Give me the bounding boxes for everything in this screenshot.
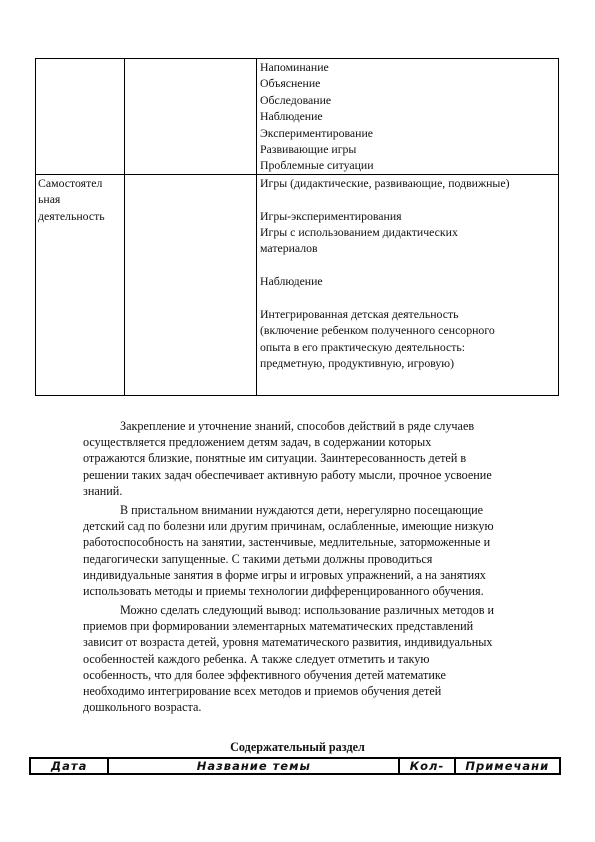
table-cell bbox=[125, 174, 257, 395]
paragraph-line: необходимо интегрирование всех методов и приемов обучения детей bbox=[83, 684, 442, 699]
method-item: Экспериментирование bbox=[260, 125, 374, 140]
paragraph-line: Можно сделать следующий вывод: использование различных методов и bbox=[120, 603, 495, 617]
paragraph-line: особенность, что для более эффективного обучения детей математике bbox=[83, 667, 446, 682]
method-item: Напоминание bbox=[260, 60, 329, 74]
table-header-row bbox=[30, 758, 560, 774]
paragraph-line: Закрепление и уточнение знаний, способов действий в ряде случаев bbox=[120, 419, 475, 433]
table-row bbox=[36, 59, 559, 175]
activity-type-line: деятельность bbox=[38, 208, 105, 223]
method-item: Наблюдение bbox=[260, 109, 323, 124]
paragraph bbox=[83, 502, 523, 599]
activity-type-line: Самостоятел bbox=[38, 175, 103, 190]
paragraph-line: использовать методы и приемы технологии дифференцированного обучения. bbox=[83, 584, 484, 599]
method-item: Обследование bbox=[260, 92, 332, 107]
column-header-topic: Название темы bbox=[108, 758, 399, 774]
paragraph-line: отражаются близкие, понятные им ситуации. Заинтересованность детей в bbox=[83, 451, 467, 466]
methods-table bbox=[35, 58, 559, 396]
activity-item: Наблюдение bbox=[260, 274, 323, 289]
paragraph bbox=[83, 418, 523, 499]
activity-item: Игры-экспериментирования bbox=[260, 208, 402, 223]
paragraph-line: дошкольного возраста. bbox=[83, 700, 202, 715]
method-item: Развивающие игры bbox=[260, 142, 357, 157]
method-item: Проблемные ситуации bbox=[260, 158, 374, 173]
paragraph-line: решении таких задач обеспечивает активную работу мысли, прочное усвоение bbox=[83, 467, 492, 482]
column-header-count: Кол- bbox=[399, 758, 454, 774]
paragraph-line: детский сад по болезни или другим причинам, ослабленные, имеющие низкую bbox=[83, 519, 494, 534]
activity-item: предметную, продуктивную, игровую) bbox=[260, 356, 455, 371]
activity-item: материалов bbox=[260, 241, 318, 256]
table-cell bbox=[125, 59, 257, 175]
activity-item: Игры (дидактические, развивающие, подвижные) bbox=[260, 175, 510, 190]
activity-item: Интегрированная детская деятельность bbox=[260, 307, 459, 322]
section-title: Содержательный раздел bbox=[230, 740, 365, 754]
paragraph-line: приемов при формировании элементарных математических представлений bbox=[83, 619, 474, 634]
paragraph-line: В пристальном внимании нуждаются дети, нерегулярно посещающие bbox=[120, 503, 484, 517]
activity-type-cell bbox=[36, 174, 125, 395]
column-header-date: Дата bbox=[30, 758, 108, 774]
method-item: Объяснение bbox=[260, 76, 321, 91]
methods-list-cell bbox=[257, 59, 559, 175]
content-table bbox=[29, 757, 561, 775]
paragraph-line: знаний. bbox=[83, 483, 123, 498]
column-header-notes: Примечани bbox=[455, 758, 560, 774]
paragraph-line: зависит от возраста детей, уровня математического развития, индивидуальных bbox=[83, 635, 493, 650]
paragraph-line: индивидуальные занятия в форме игры и игровых упражнений, а на занятиях bbox=[83, 567, 486, 582]
table-row bbox=[36, 174, 559, 395]
activity-type-line: ьная bbox=[38, 192, 61, 207]
activity-item: Игры с использованием дидактических bbox=[260, 225, 458, 240]
paragraph-line: особенностей каждого ребенка. А также следует отметить и такую bbox=[83, 651, 430, 666]
paragraph bbox=[83, 602, 523, 715]
table-cell bbox=[36, 59, 125, 175]
activity-item: опыта в его практическую деятельность: bbox=[260, 339, 466, 354]
activity-item: (включение ребенком полученного сенсорного bbox=[260, 323, 495, 338]
activities-list-cell bbox=[257, 174, 559, 395]
paragraph-line: педагогически запущенные. С такими детьми должны проводиться bbox=[83, 551, 433, 566]
paragraph-line: осуществляется предложением детям задач, в содержании которых bbox=[83, 435, 432, 450]
paragraph-line: работоспособность на занятии, застенчивые, медлительные, заторможенные и bbox=[83, 535, 491, 550]
